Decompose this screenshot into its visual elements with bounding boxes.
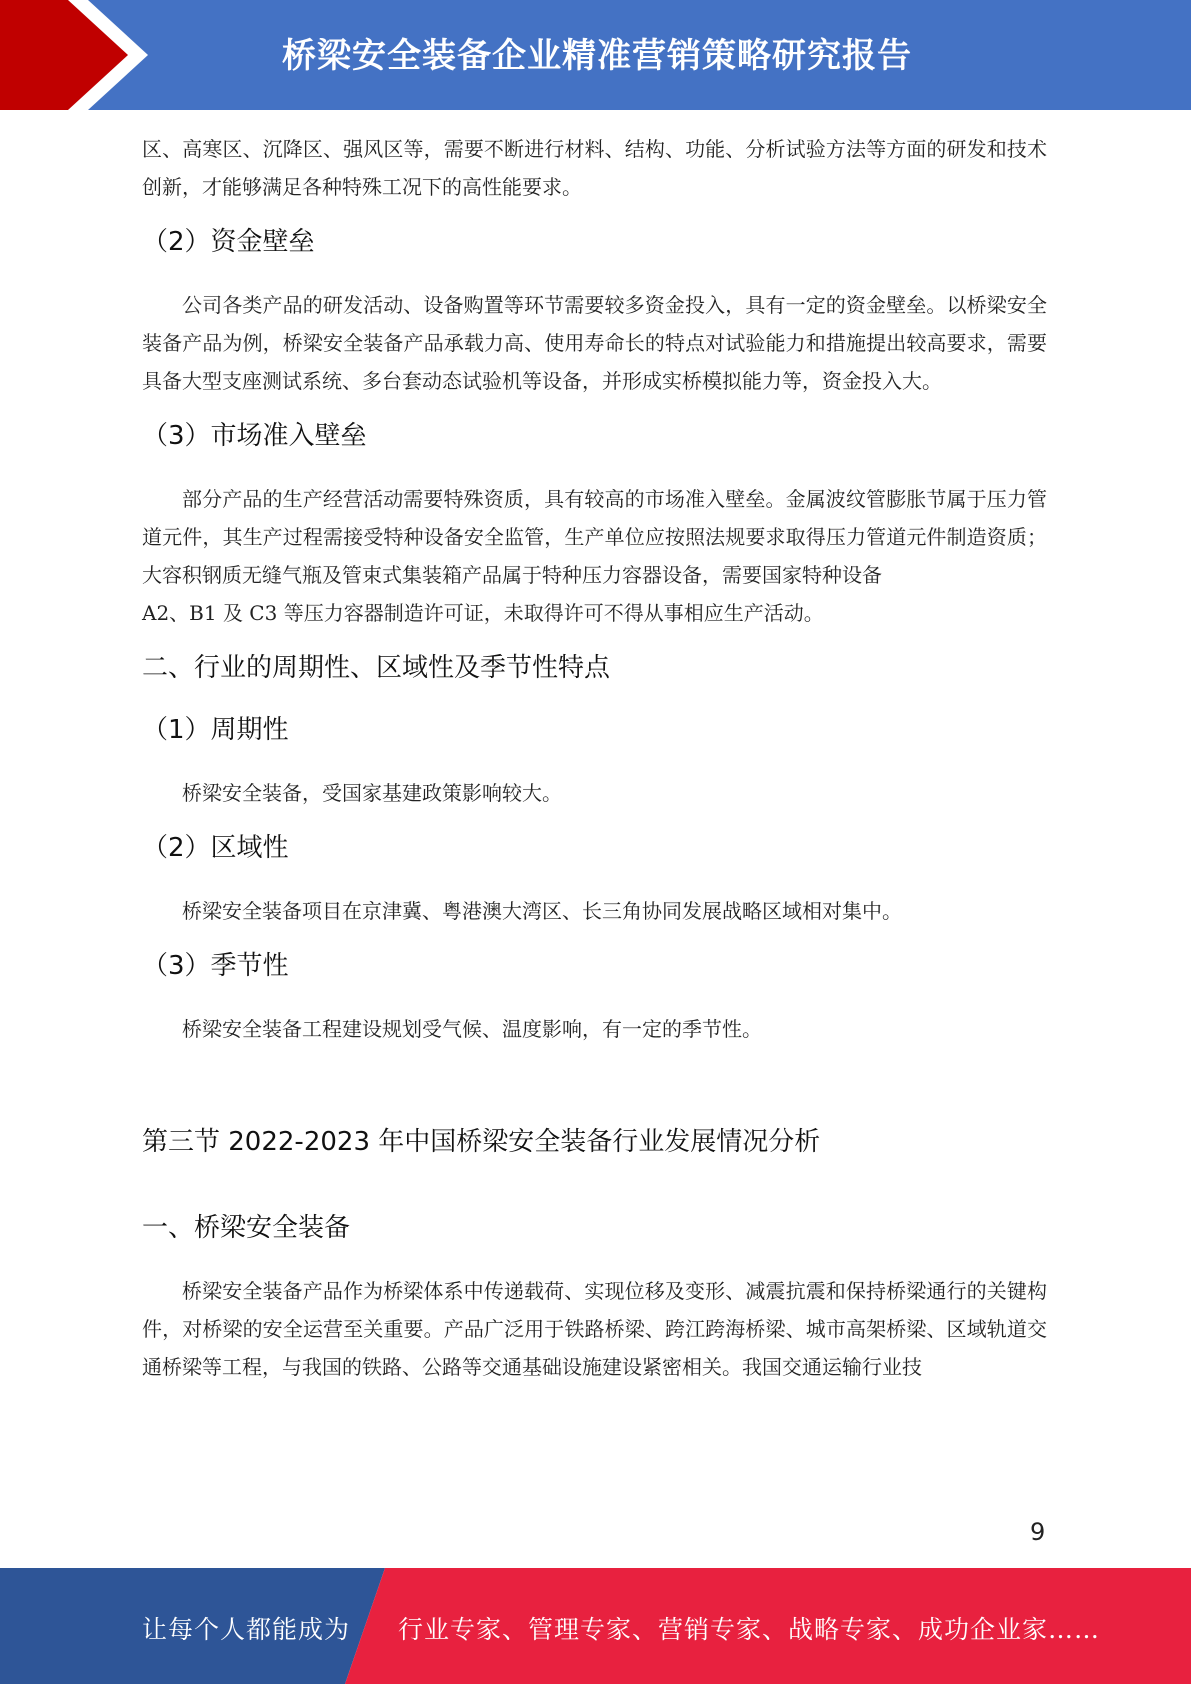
- heading-industry-features: 二、行业的周期性、区域性及季节性特点: [142, 653, 611, 683]
- page-footer: [0, 1568, 1191, 1684]
- section-three-title: 第三节 2022-2023 年中国桥梁安全装备行业发展情况分析: [142, 1127, 821, 1157]
- capital-barrier-paragraph: 公司各类产品的研发活动、设备购置等环节需要较多资金投入，具有一定的资金壁垒。以桥梁安全装备产品为例，桥梁安全装备产品承载力高、使用寿命长的特点对试验能力和措施提出较高要求，需要具备大型支座测试系统、多台套动态试验机等设备，并形成实桥模拟能力等，资金投入大。: [142, 293, 1047, 393]
- intro-paragraph: 区、高寒区、沉降区、强风区等，需要不断进行材料、结构、功能、分析试验方法等方面的研发和技术创新，才能够满足各种特殊工况下的高性能要求。: [142, 137, 1047, 199]
- footer-slogan-left: 让每个人都能成为: [142, 1615, 351, 1644]
- heading-capital-barrier: （2）资金壁垒: [142, 227, 315, 257]
- market-barrier-paragraph: 部分产品的生产经营活动需要特殊资质，具有较高的市场准入壁垒。金属波纹管膨胀节属于压力管道元件，其生产过程需接受特种设备安全监管，生产单位应按照法规要求取得压力管道元件制造资质；大容积钢质无缝气瓶及管束式集装箱产品属于特种压力容器设备，需要国家特种设备: [142, 487, 1047, 587]
- market-barrier-paragraph-continued: A2、B1 及 C3 等压力容器制造许可证，未取得许可不得从事相应生产活动。: [142, 601, 824, 625]
- header-title: 桥梁安全装备企业精准营销策略研究报告: [282, 36, 912, 76]
- page-number: 9: [1030, 1518, 1046, 1546]
- page-header: [0, 0, 1191, 110]
- document-body: [142, 130, 1047, 1386]
- regionality-paragraph: 桥梁安全装备项目在京津冀、粤港澳大湾区、长三角协同发展战略区域相对集中。: [182, 899, 902, 923]
- bridge-equipment-paragraph: 桥梁安全装备产品作为桥梁体系中传递载荷、实现位移及变形、减震抗震和保持桥梁通行的关键构件，对桥梁的安全运营至关重要。产品广泛用于铁路桥梁、跨江跨海桥梁、城市高架桥梁、区域轨道交通桥梁等工程，与我国的铁路、公路等交通基础设施建设紧密相关。我国交通运输行业技: [142, 1279, 1047, 1379]
- footer-slogan-right: 行业专家、管理专家、营销专家、战略专家、成功企业家……: [398, 1615, 1101, 1644]
- heading-seasonality: （3）季节性: [142, 951, 289, 981]
- heading-cyclicality: （1）周期性: [142, 715, 289, 745]
- heading-regionality: （2）区域性: [142, 833, 289, 863]
- heading-market-barrier: （3）市场准入壁垒: [142, 421, 367, 451]
- seasonality-paragraph: 桥梁安全装备工程建设规划受气候、温度影响，有一定的季节性。: [182, 1017, 762, 1041]
- cyclicality-paragraph: 桥梁安全装备，受国家基建政策影响较大。: [182, 781, 562, 805]
- heading-bridge-equipment: 一、桥梁安全装备: [142, 1213, 351, 1243]
